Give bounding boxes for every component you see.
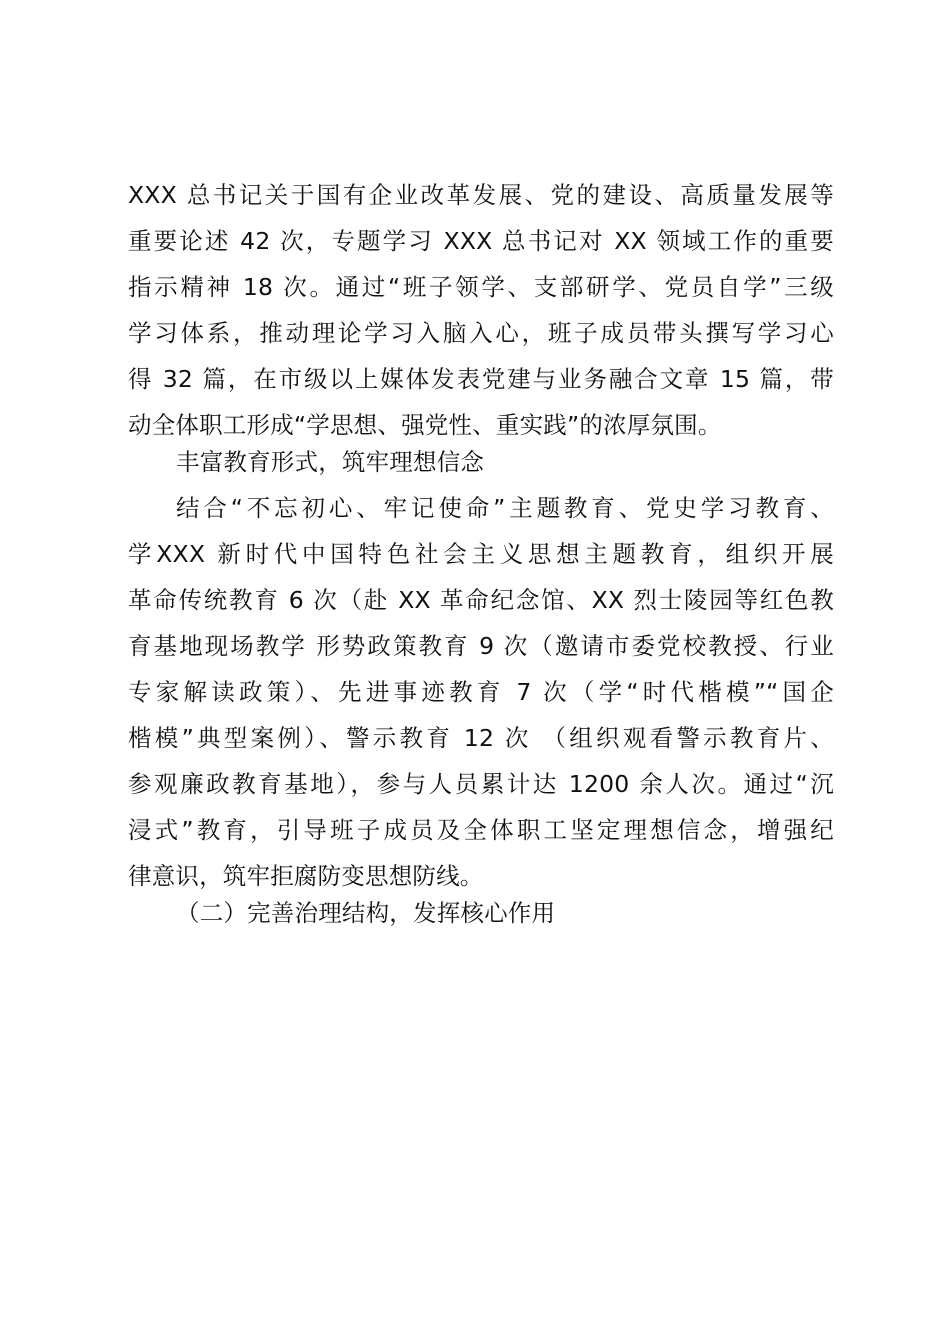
paragraph-line: 动全体职工形成“学思想、强党性、重实践”的浓厚氛围。	[128, 411, 722, 439]
paragraph-line: 楷模”典型案例）、警示教育 12 次 （组织观看警示教育片、	[128, 724, 834, 752]
paragraph-line: 律意识，筑牢拒腐防变思想防线。	[128, 862, 484, 890]
paragraph-line: 得 32 篇，在市级以上媒体发表党建与业务融合文章 15 篇，带	[128, 365, 834, 393]
paragraph-line: XXX 总书记关于国有企业改革发展、党的建设、高质量发展等	[128, 181, 834, 209]
paragraph-line: 浸式”教育，引导班子成员及全体职工坚定理想信念，增强纪	[128, 816, 834, 844]
paragraph-line: 参观廉政教育基地），参与人员累计达 1200 余人次。通过“沉	[128, 770, 834, 798]
paragraph-line: 育基地现场教学 形势政策教育 9 次（邀请市委党校教授、行业	[128, 632, 834, 660]
paragraph-line: 结合“不忘初心、牢记使命”主题教育、党史学习教育、	[176, 494, 834, 522]
section-subheading: 丰富教育形式，筑牢理想信念	[176, 448, 485, 476]
section-heading: （二）完善治理结构，发挥核心作用	[176, 899, 556, 927]
paragraph-line: 重要论述 42 次，专题学习 XXX 总书记对 XX 领域工作的重要	[128, 227, 834, 255]
paragraph-line: 指示精神 18 次。通过“班子领学、支部研学、党员自学”三级	[128, 273, 834, 301]
paragraph-line: 学XXX 新时代中国特色社会主义思想主题教育，组织开展	[128, 540, 834, 568]
paragraph-line: 专家解读政策）、先进事迹教育 7 次（学“时代楷模”“国企	[128, 678, 834, 706]
paragraph-line: 革命传统教育 6 次（赴 XX 革命纪念馆、XX 烈士陵园等红色教	[128, 586, 834, 614]
paragraph-line: 学习体系，推动理论学习入脑入心，班子成员带头撰写学习心	[128, 319, 834, 347]
